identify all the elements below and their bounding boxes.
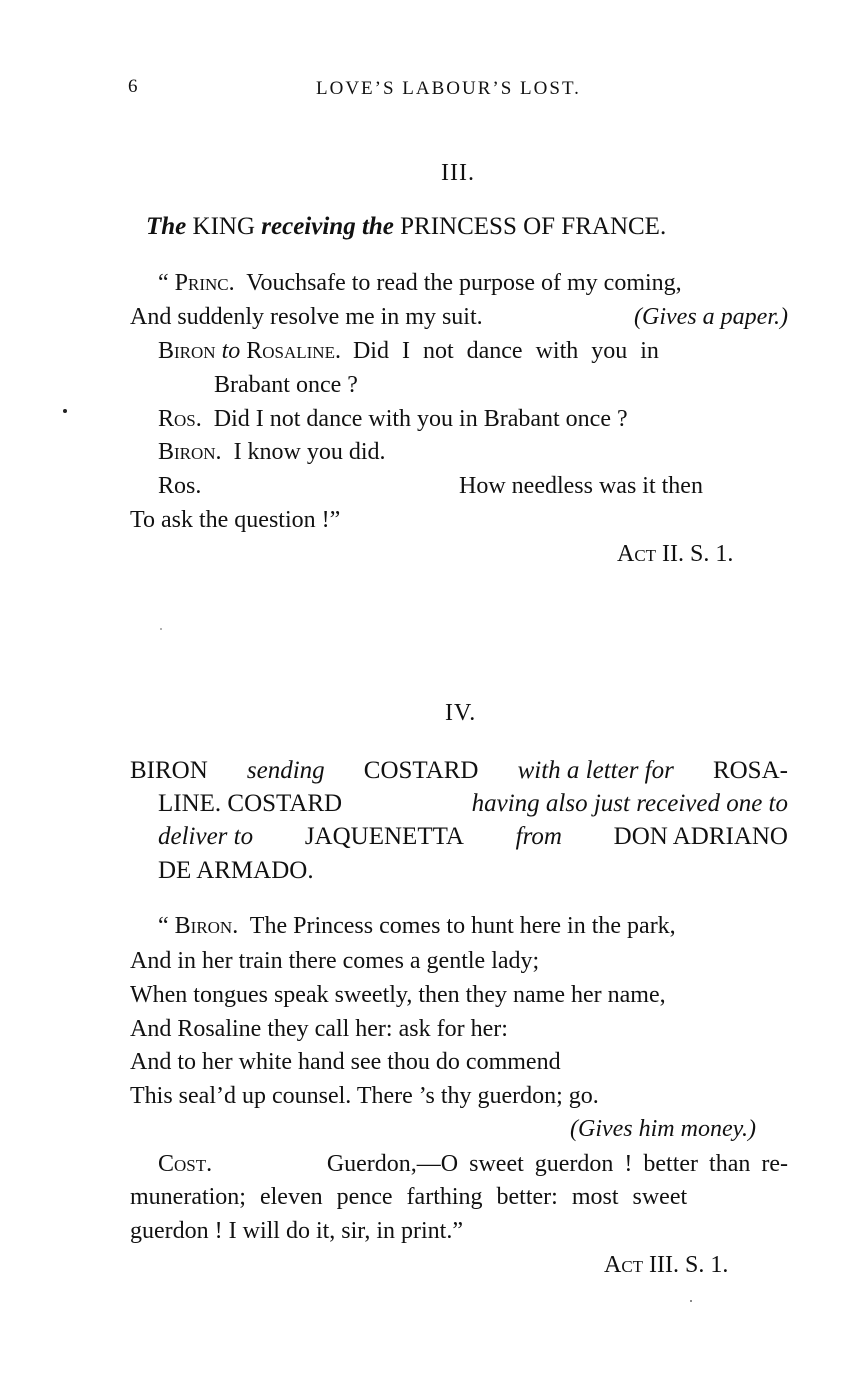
title-word: receiving the	[261, 213, 394, 240]
speaker-name: Biron	[158, 338, 216, 364]
line-text: to	[221, 338, 241, 364]
speaker-name: “ Biron.	[158, 913, 239, 939]
section-4-title-line	[158, 823, 788, 851]
line-text: I know you did.	[233, 439, 386, 465]
title-word: BIRON	[130, 757, 208, 784]
verse-line: This seal’d up counsel. There ’s thy guerdon; go.	[130, 1083, 599, 1109]
stage-direction: (Gives him money.)	[570, 1116, 756, 1142]
section-3-numeral: III.	[441, 160, 475, 186]
speaker-name: Ros.	[158, 406, 202, 432]
line-text: The Princess comes to hunt here in the park,	[249, 913, 676, 939]
title-word: PRINCESS OF FRANCE.	[400, 213, 667, 240]
verse-line	[158, 270, 788, 297]
line-text: Did I not dance with you in	[352, 338, 659, 364]
page-number: 6	[128, 76, 140, 97]
verse-line: To ask the question !”	[130, 507, 341, 533]
line-text: Guerdon,—O sweet guerdon ! better than re-	[326, 1151, 788, 1177]
line-text: Vouchsafe to read the purpose of my coming,	[246, 270, 682, 296]
verse-line: And to her white hand see thou do commend	[130, 1049, 561, 1075]
title-word: COSTARD	[363, 757, 479, 784]
verse-line: And Rosaline they call her: ask for her:	[130, 1016, 508, 1042]
stage-direction: (Gives a paper.)	[634, 304, 788, 330]
verse-line	[158, 439, 386, 466]
speaker-name: Cost.	[158, 1151, 213, 1177]
verse-line: guerdon ! I will do it, sir, in print.”	[130, 1218, 463, 1244]
title-word: sending	[246, 757, 325, 784]
speaker-name: Biron.	[158, 439, 222, 465]
speaker-name: Rosaline.	[246, 338, 341, 364]
title-word: The	[146, 213, 187, 240]
ink-speck	[63, 409, 67, 413]
verse-line: How needless was it then	[459, 473, 703, 499]
section-4-title-line: DE ARMADO.	[158, 857, 314, 884]
verse-line: muneration; eleven pence farthing better: most sweet	[130, 1184, 688, 1210]
ink-speck	[160, 628, 162, 630]
act-scene-citation: Act III. S. 1.	[604, 1252, 729, 1278]
title-word: deliver to	[158, 823, 254, 850]
verse-line	[130, 304, 788, 331]
verse-line	[158, 1151, 788, 1178]
verse-line	[158, 913, 788, 940]
section-4-numeral: IV.	[445, 700, 477, 726]
verse-line: Brabant once ?	[214, 372, 358, 398]
title-word: having also just received one to	[471, 790, 788, 817]
title-word: with a letter for	[517, 757, 674, 784]
section-3-title	[146, 213, 666, 241]
verse-line	[158, 406, 628, 433]
title-word: DON ADRIANO	[613, 823, 788, 850]
section-4-title-line	[158, 790, 788, 818]
act-scene-citation: Act II. S. 1.	[617, 541, 734, 567]
verse-line: And in her train there comes a gentle lady;	[130, 948, 540, 974]
verse-line: When tongues speak sweetly, then they name her name,	[130, 982, 666, 1008]
verse-line	[158, 338, 788, 365]
section-4-title-line	[130, 757, 788, 785]
running-title: LOVE’S LABOUR’S LOST.	[316, 78, 581, 99]
title-word: LINE. COSTARD	[158, 790, 343, 817]
speaker-name: “ Princ.	[158, 270, 235, 296]
line-text: And suddenly resolve me in my suit.	[130, 304, 483, 330]
title-word: ROSA-	[712, 757, 788, 784]
speaker-name: Ros.	[158, 473, 202, 499]
title-word: KING	[192, 213, 256, 240]
line-text: Did I not dance with you in Brabant once ?	[213, 406, 628, 432]
ink-speck	[690, 1300, 692, 1302]
title-word: from	[515, 823, 562, 850]
title-word: JAQUENETTA	[304, 823, 464, 850]
